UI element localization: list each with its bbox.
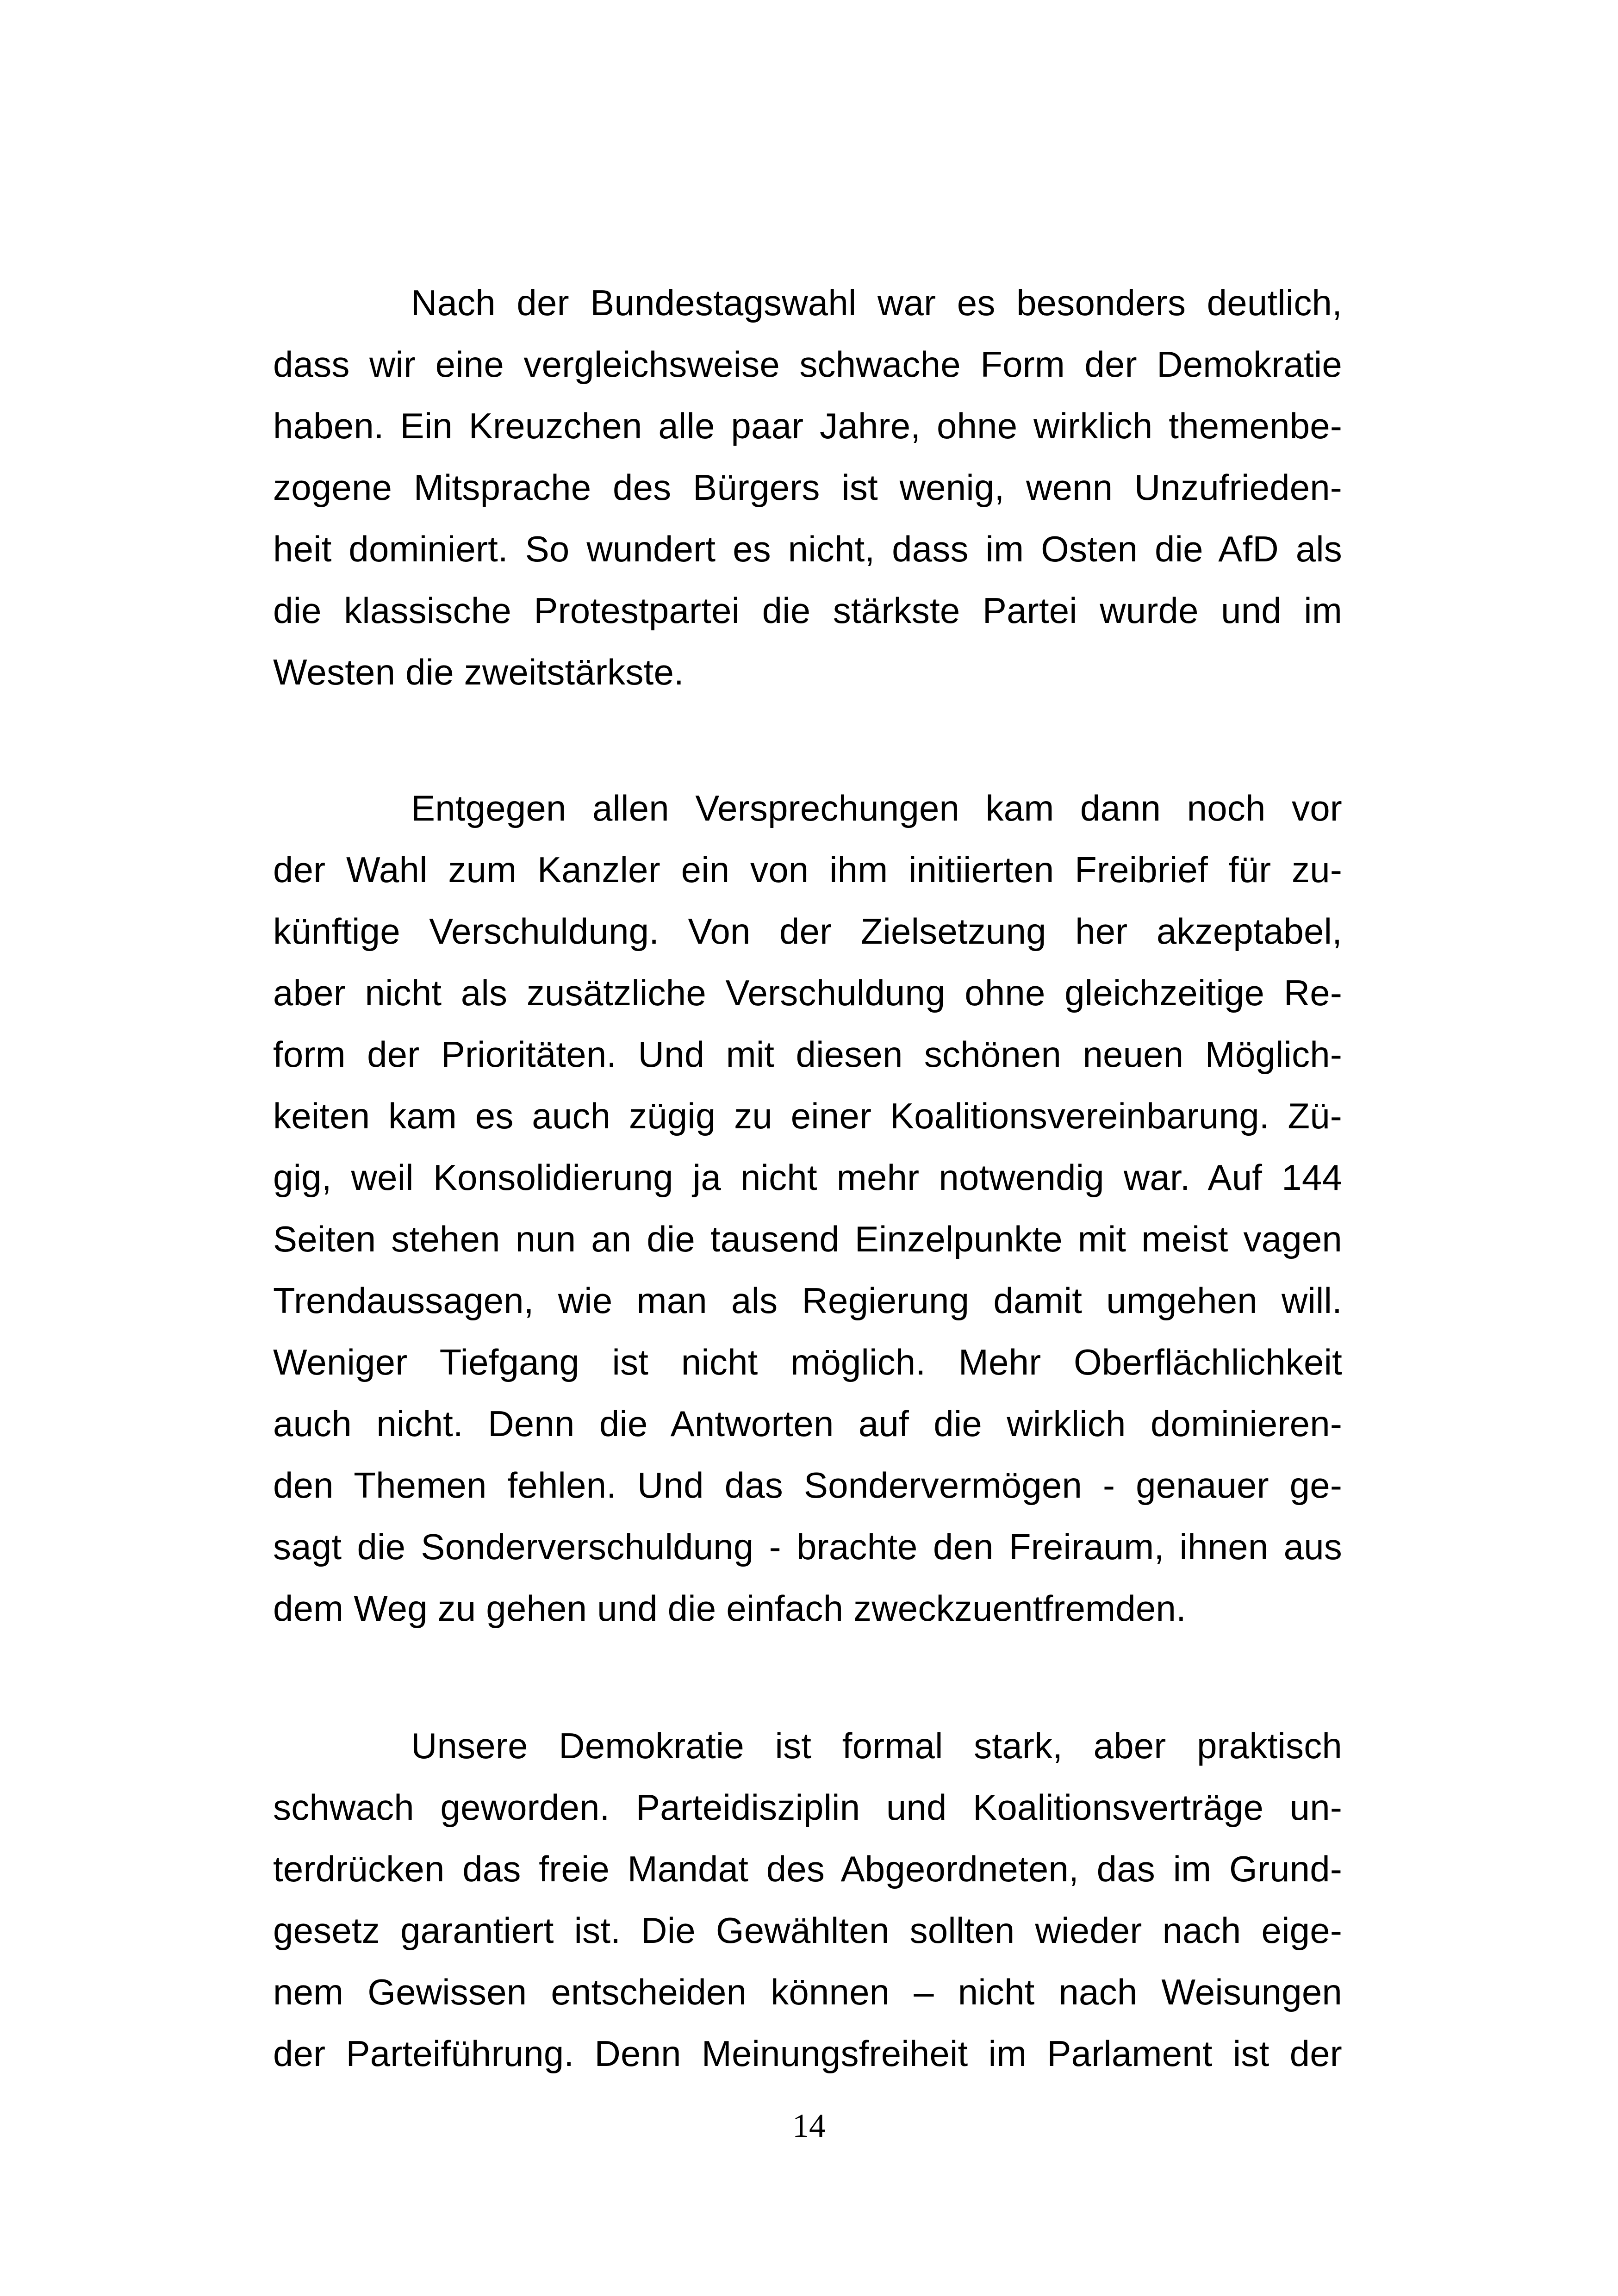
paragraph-verschuldung bbox=[273, 778, 1342, 1639]
text-line: aber nicht als zusätzliche Verschuldung ohne gleichzeitige Re- bbox=[273, 972, 1342, 1013]
paragraph-demokratie bbox=[273, 1715, 1342, 2084]
text-line: Seiten stehen nun an die tausend Einzelpunkte mit meist vagen bbox=[273, 1219, 1342, 1259]
text-line: schwach geworden. Parteidisziplin und Koalitionsverträge un- bbox=[273, 1787, 1342, 1828]
text-line: künftige Verschuldung. Von der Zielsetzung her akzeptabel, bbox=[273, 911, 1342, 952]
text-line: gig, weil Konsolidierung ja nicht mehr notwendig war. Auf 144 bbox=[273, 1157, 1342, 1198]
text-line: heit dominiert. So wundert es nicht, dass im Osten die AfD als bbox=[273, 529, 1342, 569]
text-line: zogene Mitsprache des Bürgers ist wenig, wenn Unzufrieden- bbox=[273, 467, 1342, 508]
text-line: haben. Ein Kreuzchen alle paar Jahre, ohne wirklich themenbe- bbox=[273, 405, 1342, 446]
text-line: den Themen fehlen. Und das Sondervermögen - genauer ge- bbox=[273, 1465, 1342, 1506]
text-line: keiten kam es auch zügig zu einer Koalitionsvereinbarung. Zü- bbox=[273, 1095, 1342, 1136]
text-line: gesetz garantiert ist. Die Gewählten sollten wieder nach eige- bbox=[273, 1910, 1342, 1951]
text-line: der Wahl zum Kanzler ein von ihm initiierten Freibrief für zu- bbox=[273, 849, 1342, 890]
text-line: Trendaussagen, wie man als Regierung damit umgehen will. bbox=[273, 1280, 1342, 1321]
text-line: dem Weg zu gehen und die einfach zweckzuentfremden. bbox=[273, 1588, 1186, 1629]
text-line: terdrücken das freie Mandat des Abgeordneten, das im Grund- bbox=[273, 1848, 1342, 1889]
text-line: Nach der Bundestagswahl war es besonders deutlich, bbox=[411, 282, 1342, 323]
text-line: die klassische Protestpartei die stärkste Partei wurde und im bbox=[273, 590, 1342, 631]
text-line: nem Gewissen entscheiden können – nicht nach Weisungen bbox=[273, 1972, 1342, 2012]
text-line: Entgegen allen Versprechungen kam dann noch vor bbox=[411, 788, 1342, 828]
text-line: Unsere Demokratie ist formal stark, aber praktisch bbox=[411, 1725, 1342, 1766]
text-line: auch nicht. Denn die Antworten auf die wirklich dominieren- bbox=[273, 1403, 1342, 1444]
paragraph-bundestagswahl bbox=[273, 272, 1342, 703]
text-line: form der Prioritäten. Und mit diesen schönen neuen Möglich- bbox=[273, 1034, 1342, 1075]
text-line: Westen die zweitstärkste. bbox=[273, 652, 684, 692]
text-line: der Parteiführung. Denn Meinungsfreiheit im Parlament ist der bbox=[273, 2033, 1342, 2074]
page-number: 14 bbox=[792, 2107, 826, 2144]
text-line: Weniger Tiefgang ist nicht möglich. Mehr Oberflächlichkeit bbox=[273, 1342, 1342, 1382]
text-line: dass wir eine vergleichsweise schwache Form der Demokratie bbox=[273, 344, 1342, 385]
text-line: sagt die Sonderverschuldung - brachte den Freiraum, ihnen aus bbox=[273, 1526, 1342, 1567]
